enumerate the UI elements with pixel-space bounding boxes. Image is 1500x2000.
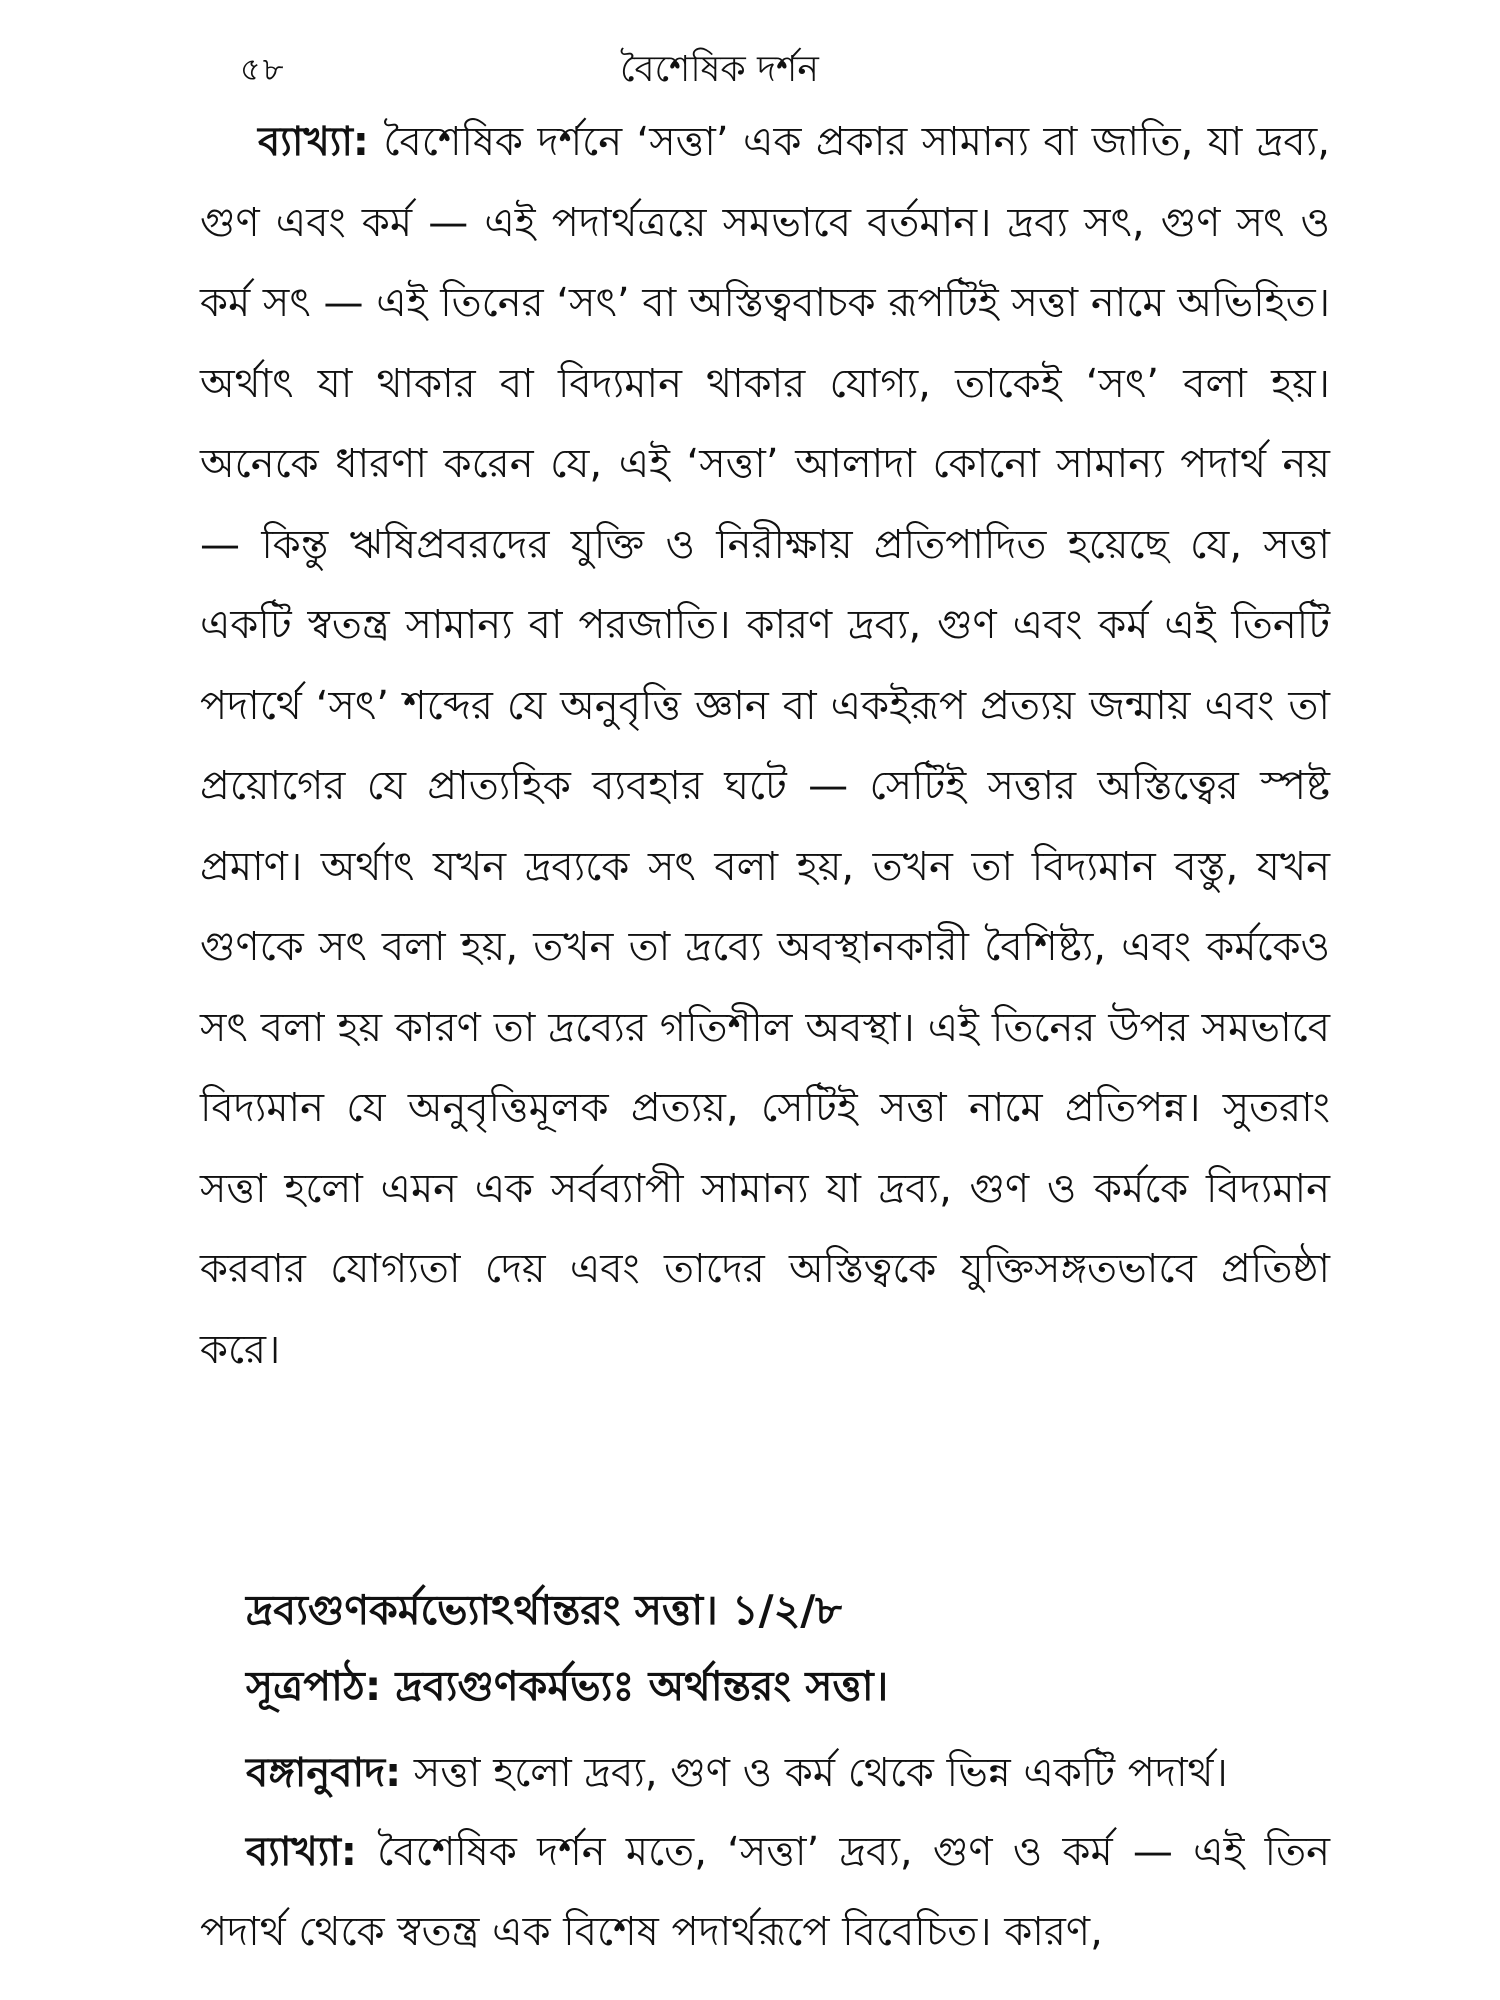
sutra-path-label: সূত্রপাঠ:: [246, 1662, 382, 1710]
translation-text: সত্তা হলো দ্রব্য, গুণ ও কর্ম থেকে ভিন্ন একটি পদার্থ।: [401, 1750, 1228, 1796]
sutra-path-text: দ্রব্যগুণকর্মভ্যঃ অর্থান্তরং সত্তা।: [381, 1662, 889, 1710]
sutra-line: দ্রব্যগুণকর্মভ্যোঽর্থান্তরং সত্তা। ১/২/৮: [246, 1586, 842, 1634]
page-number: ৫৮: [240, 50, 286, 88]
second-explanation-label: ব্যাখ্যা:: [246, 1829, 357, 1875]
second-explanation-text: বৈশেষিক দর্শন মতে, ‘সত্তা’ দ্রব্য, গুণ ও কর্ম — এই তিন পদার্থ থেকে স্বতন্ত্র এক বিশেষ পদার্থরূপে বিবেচিত। কারণ,: [200, 1829, 1330, 1955]
page-header: [200, 38, 1360, 108]
explanation-label: ব্যাখ্যা:: [258, 119, 369, 165]
running-title: বৈশেষিক দর্শন: [620, 49, 819, 90]
translation-paragraph: [200, 1734, 1330, 1812]
second-explanation-paragraph: [200, 1812, 1330, 1972]
translation-label: বঙ্গানুবাদ:: [246, 1750, 402, 1796]
explanation-paragraph: [200, 102, 1330, 1390]
sutra-path-line: [246, 1648, 1330, 1724]
explanation-text: বৈশেষিক দর্শনে ‘সত্তা’ এক প্রকার সামান্য বা জাতি, যা দ্রব্য, গুণ এবং কর্ম — এই পদার্থত্রয়ে সমভাবে বর্তমান। দ্রব্য সৎ, গুণ সৎ ও কর্ম সৎ — এই তিনের ‘সৎ’ বা অস্তিত্ববাচক রূপটিই সত্তা নামে অভিহিত। অর্থাৎ যা থাকার বা বিদ্যমান থাকার যোগ্য, তাকেই ‘সৎ’ বলা হয়। অনেকে ধারণা করেন যে, এই ‘সত্তা’ আলাদা কোনো সামান্য পদার্থ নয়— কিন্তু ঋষিপ্রবরদের যুক্তি ও নিরীক্ষায় প্রতিপাদিত হয়েছে যে, সত্তা একটি স্বতন্ত্র সামান্য বা পরজাতি। কারণ দ্রব্য, গুণ এবং কর্ম এই তিনটি পদার্থে ‘সৎ’ শব্দের যে অনুবৃত্তি জ্ঞান বা একইরূপ প্রত্যয় জন্মায় এবং তা প্রয়োগের যে প্রাত্যহিক ব্যবহার ঘটে — সেটিই সত্তার অস্তিত্বের স্পষ্ট প্রমাণ। অর্থাৎ যখন দ্রব্যকে সৎ বলা হয়, তখন তা বিদ্যমান বস্তু, যখন গুণকে সৎ বলা হয়, তখন তা দ্রব্যে অবস্থানকারী বৈশিষ্ট্য, এবং কর্মকেও সৎ বলা হয় কারণ তা দ্রব্যের গতিশীল অবস্থা। এই তিনের উপর সমভাবে বিদ্যমান যে অনুবৃত্তিমূলক প্রত্যয়, সেটিই সত্তা নামে প্রতিপন্ন। সুতরাং সত্তা হলো এমন এক সর্বব্যাপী সামান্য যা দ্রব্য, গুণ ও কর্মকে বিদ্যমান করবার যোগ্যতা দেয় এবং তাদের অস্তিত্বকে যুক্তিসঙ্গতভাবে প্রতিষ্ঠা করে।: [200, 119, 1330, 1373]
